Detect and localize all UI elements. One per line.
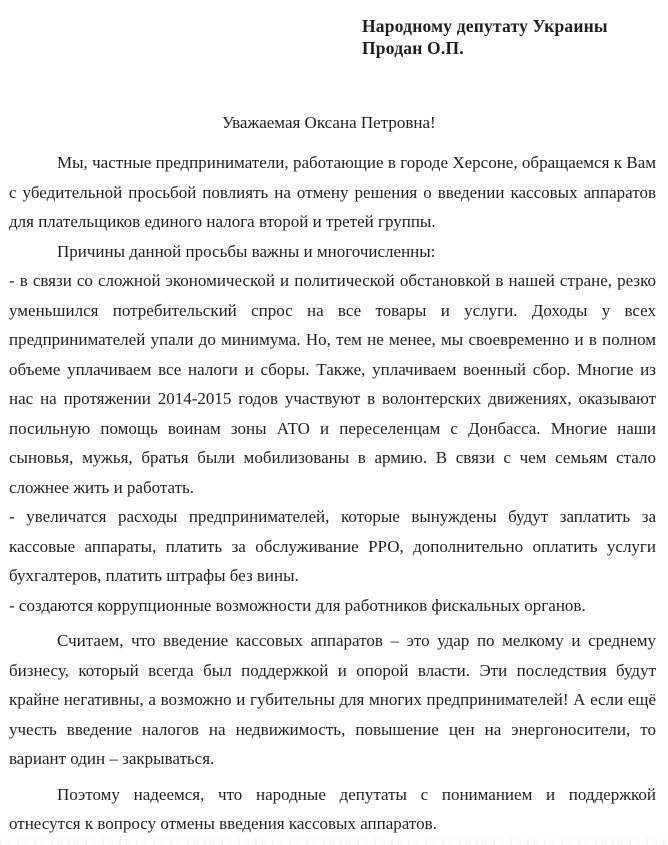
recipient-line-2: Продан О.П. — [362, 37, 464, 58]
paragraph-reasons-lead: Причины данной просьбы важны и многочисленны: — [57, 241, 436, 261]
paragraph-intro: Мы, частные предприниматели, работающие в городе Херсоне, обращаемся к Вам с убедительной просьбой повлиять на отмену решения о введении кассовых аппаратов для плательщиков единого налога второй и третей группы. — [9, 153, 656, 231]
paragraph-reason-costs: - увеличатся расходы предпринимателей, которые вынуждены будут заплатить за кассовые аппараты, платить за обслуживание РРО, дополнительно оплатить услуги бухгалтеров, платить штрафы без вины. — [9, 507, 656, 585]
paragraph-closing: Поэтому надеемся, что народные депутаты с пониманием и поддержкой отнесутся к вопросу отмены введения кассовых аппаратов. — [9, 784, 656, 833]
letter-body — [9, 148, 656, 839]
paragraph-reason-corruption: - создаются коррупционные возможности для работников фискальных органов. — [9, 595, 586, 615]
salutation: Уважаемая Оксана Петровна! — [222, 113, 436, 132]
paragraph-opinion: Считаем, что введение кассовых аппаратов – это удар по мелкому и среднему бизнесу, который всегда был поддержкой и опорой власти. Эти последствия будут крайне негативны, а возможно и губительны для многих предпринимателей! А если ещё учесть введение налогов на недвижимость, повышение цен на энергоносители, то вариант один – закрываться. — [9, 631, 656, 768]
scan-noise-artifact — [0, 839, 668, 845]
paragraph-reason-economy: - в связи со сложной экономической и политической обстановкой в нашей стране, резко уменьшился потребительский спрос на все товары и услуги. Доходы у всех предпринимателей упали до минимума. Но, тем не менее, мы своевременно и в полном объеме уплачиваем все налоги и сборы. Также, уплачиваем военный сбор. Многие из нас на протяжении 2014-2015 годов участвуют в волонтерских движениях, оказывают посильную помощь воинам зоны АТО и переселенцам с Донбасса. Многие наши сыновья, мужья, братья были мобилизованы в армию. В связи с чем семьям стало сложнее жить и работать. — [9, 271, 656, 497]
recipient-line-1: Народному депутату Украины — [362, 16, 608, 36]
recipient-block — [362, 16, 658, 59]
